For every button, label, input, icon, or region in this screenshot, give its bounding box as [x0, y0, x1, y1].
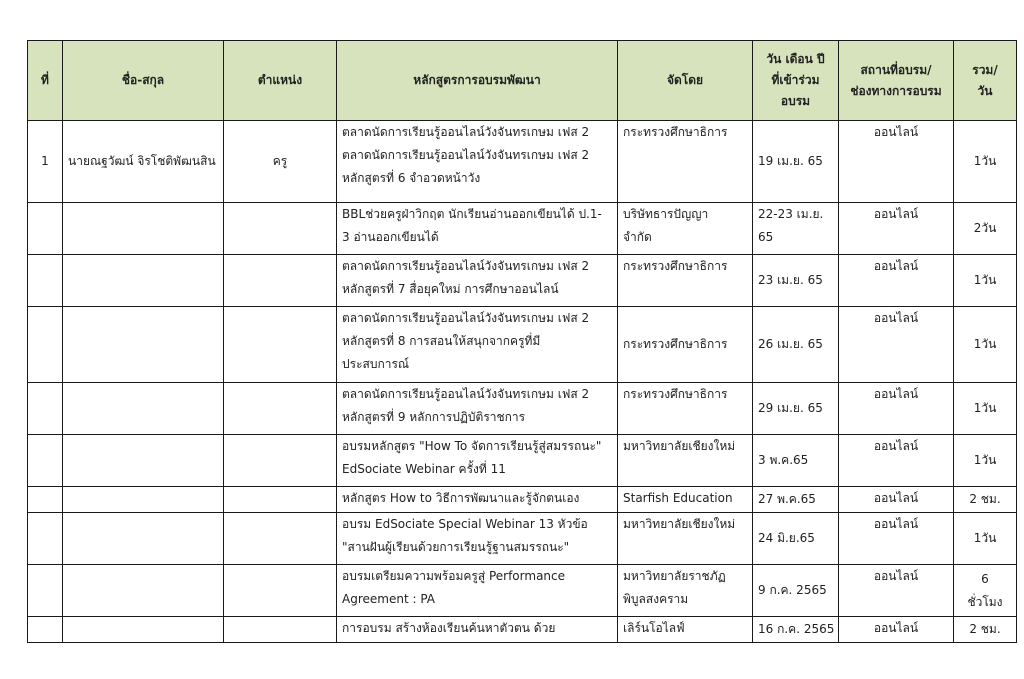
cell-total-line: 2 ชม.: [969, 622, 1001, 636]
header-no: ที่: [28, 41, 63, 121]
cell-total: [954, 513, 1017, 565]
cell-organizer-line: กระทรวงศึกษาธิการ: [623, 125, 728, 139]
cell-course: [337, 121, 618, 203]
table-row: [28, 513, 1017, 565]
cell-position: [224, 203, 337, 255]
cell-course: [337, 255, 618, 307]
cell-name: [63, 203, 224, 255]
cell-organizer-line: กระทรวงศึกษาธิการ: [623, 337, 728, 351]
table-row: [28, 617, 1017, 643]
cell-venue: ออนไลน์: [839, 121, 954, 203]
cell-position: [224, 435, 337, 487]
header-position: ตำแหน่ง: [224, 41, 337, 121]
cell-venue: ออนไลน์: [839, 565, 954, 617]
cell-total-line: 6: [981, 571, 989, 586]
cell-no: [28, 203, 63, 255]
cell-date: [753, 617, 839, 643]
cell-total: [954, 203, 1017, 255]
table-row: [28, 435, 1017, 487]
header-course: หลักสูตรการอบรมพัฒนา: [337, 41, 618, 121]
cell-course-line: อบรมหลักสูตร "How To จัดการเรียนรู้สู่สมรรถนะ": [342, 439, 602, 453]
cell-venue: ออนไลน์: [839, 203, 954, 255]
cell-organizer-line: มหาวิทยาลัยราชภัฏ: [623, 569, 726, 583]
cell-position: [224, 307, 337, 383]
cell-total-line: 2 ชม.: [969, 492, 1001, 506]
cell-date-line: 23 เม.ย. 65: [758, 273, 823, 287]
cell-total-line: 1วัน: [973, 273, 997, 287]
cell-total: [954, 383, 1017, 435]
cell-course-line: หลักสูตร How to วิธีการพัฒนาและรู้จักตนเอง: [342, 491, 580, 505]
cell-no: [28, 565, 63, 617]
cell-course-line: อบรม EdSociate Special Webinar 13 หัวข้อ: [342, 517, 588, 531]
cell-organizer-line: มหาวิทยาลัยเชียงใหม่: [623, 439, 736, 453]
cell-name: [63, 513, 224, 565]
cell-date-line: 16 ก.ค. 2565: [758, 622, 835, 636]
cell-total-line: 1วัน: [973, 154, 997, 168]
cell-course-line: ตลาดนัดการเรียนรู้ออนไลน์วังจันทรเกษม เฟส 2: [342, 311, 590, 325]
cell-date: [753, 255, 839, 307]
header-total-line: รวม/: [972, 62, 998, 77]
cell-date: [753, 513, 839, 565]
cell-no: [28, 255, 63, 307]
cell-name: [63, 383, 224, 435]
cell-course-line: อบรมเตรียมความพร้อมครูสู่ Performance: [342, 569, 566, 583]
cell-organizer: [618, 513, 753, 565]
cell-date-line: 3 พ.ค.65: [758, 453, 809, 467]
cell-name: นายณฐวัฒน์ จิรโชติพัฒนสิน: [63, 121, 224, 203]
cell-total: [954, 121, 1017, 203]
cell-course-line: หลักสูตรที่ 8 การสอนให้สนุกจากครูที่มี: [342, 334, 541, 348]
cell-course-line: EdSociate Webinar ครั้งที่ 11: [342, 462, 506, 476]
cell-course-line: BBLช่วยครูฝ่าวิกฤต นักเรียนอ่านออกเขียนได้ ป.1-: [342, 207, 602, 221]
header-date-line: วัน เดือน ปี: [766, 52, 825, 66]
cell-date: [753, 565, 839, 617]
cell-organizer: [618, 617, 753, 643]
table-row: [28, 255, 1017, 307]
cell-date: [753, 383, 839, 435]
cell-date-line: 22-23 เม.ย.: [758, 207, 824, 221]
training-record-table: [27, 40, 1017, 643]
cell-course-line: หลักสูตรที่ 9 หลักการปฏิบัติราชการ: [342, 410, 526, 424]
cell-date-line: 24 มิ.ย.65: [758, 531, 815, 545]
cell-total-line: 1วัน: [973, 531, 997, 545]
table-row: [28, 383, 1017, 435]
cell-course-line: "สานฝันผู้เรียนด้วยการเรียนรู้ฐานสมรรถนะ": [342, 540, 570, 554]
cell-date-line: 19 เม.ย. 65: [758, 154, 823, 168]
cell-total: [954, 487, 1017, 513]
cell-name: [63, 487, 224, 513]
cell-total-line: 1วัน: [973, 401, 997, 415]
cell-date: [753, 307, 839, 383]
cell-date-line: 26 เม.ย. 65: [758, 337, 823, 351]
cell-total-line: 2วัน: [973, 221, 997, 235]
cell-course: [337, 487, 618, 513]
cell-no: [28, 513, 63, 565]
cell-date: [753, 121, 839, 203]
table-row: [28, 565, 1017, 617]
table-row: [28, 487, 1017, 513]
cell-organizer-line: บริษัทธารปัญญา: [623, 207, 709, 221]
cell-course-line: ตลาดนัดการเรียนรู้ออนไลน์วังจันทรเกษม เฟส 2: [342, 148, 590, 162]
table-body: [28, 121, 1017, 643]
cell-name: [63, 617, 224, 643]
cell-venue: ออนไลน์: [839, 255, 954, 307]
cell-organizer: [618, 435, 753, 487]
cell-total: [954, 435, 1017, 487]
cell-organizer: [618, 307, 753, 383]
cell-course-line: Agreement : PA: [342, 592, 435, 606]
table-row: [28, 203, 1017, 255]
cell-name: [63, 255, 224, 307]
cell-position: [224, 617, 337, 643]
cell-course-line: ตลาดนัดการเรียนรู้ออนไลน์วังจันทรเกษม เฟส 2: [342, 125, 590, 139]
header-date: [753, 41, 839, 121]
cell-position: [224, 255, 337, 307]
cell-course-line: หลักสูตรที่ 7 สื่อยุคใหม่ การศึกษาออนไลน์: [342, 282, 559, 296]
cell-total-line: 1วัน: [973, 337, 997, 351]
cell-name: [63, 565, 224, 617]
cell-venue: ออนไลน์: [839, 307, 954, 383]
header-venue-line: สถานที่อบรม/: [860, 62, 932, 77]
cell-position: [224, 487, 337, 513]
cell-venue: ออนไลน์: [839, 383, 954, 435]
cell-total: [954, 617, 1017, 643]
cell-name: [63, 307, 224, 383]
cell-date-line: 65: [758, 230, 774, 244]
cell-position: [224, 513, 337, 565]
cell-course: [337, 513, 618, 565]
cell-date: [753, 487, 839, 513]
cell-organizer: [618, 383, 753, 435]
cell-course-line: 3 อ่านออกเขียนได้: [342, 230, 439, 244]
cell-organizer-line: Starfish Education: [623, 491, 733, 505]
cell-total-line: 1วัน: [973, 453, 997, 467]
cell-no: 1: [28, 121, 63, 203]
cell-organizer-line: เลิร์นโอไลฟ์: [623, 621, 685, 635]
cell-date-line: 9 ก.ค. 2565: [758, 583, 827, 597]
header-total: [954, 41, 1017, 121]
cell-total: [954, 255, 1017, 307]
header-name: ชื่อ-สกุล: [63, 41, 224, 121]
cell-course-line: ตลาดนัดการเรียนรู้ออนไลน์วังจันทรเกษม เฟส 2: [342, 387, 590, 401]
cell-no: [28, 487, 63, 513]
table-row: [28, 307, 1017, 383]
cell-name: [63, 435, 224, 487]
cell-position: ครู: [224, 121, 337, 203]
cell-date: [753, 435, 839, 487]
header-date-line: ที่เข้าร่วม: [771, 73, 820, 87]
cell-venue: ออนไลน์: [839, 513, 954, 565]
header-organizer: จัดโดย: [618, 41, 753, 121]
cell-position: [224, 383, 337, 435]
cell-organizer: [618, 255, 753, 307]
cell-course: [337, 383, 618, 435]
cell-date-line: 27 พ.ค.65: [758, 492, 816, 506]
cell-course: [337, 435, 618, 487]
table-row: [28, 121, 1017, 203]
header-venue: [839, 41, 954, 121]
table-header: [28, 41, 1017, 121]
cell-organizer: [618, 121, 753, 203]
cell-total: [954, 565, 1017, 617]
cell-organizer-line: มหาวิทยาลัยเชียงใหม่: [623, 517, 736, 531]
cell-no: [28, 383, 63, 435]
cell-course: [337, 565, 618, 617]
cell-course-line: ตลาดนัดการเรียนรู้ออนไลน์วังจันทรเกษม เฟส 2: [342, 259, 590, 273]
cell-organizer-line: จำกัด: [623, 230, 652, 244]
cell-organizer-line: กระทรวงศึกษาธิการ: [623, 259, 728, 273]
header-venue-line: ช่องทางการอบรม: [850, 83, 942, 98]
cell-course-line: ประสบการณ์: [342, 357, 410, 371]
header-date-line: อบรม: [780, 94, 811, 108]
cell-organizer: [618, 487, 753, 513]
cell-course-line: หลักสูตรที่ 6 จำอวดหน้าวัง: [342, 171, 481, 185]
header-total-line: วัน: [977, 83, 993, 98]
cell-course-line: การอบรม สร้างห้องเรียนค้นหาตัวตน ด้วย: [342, 621, 556, 635]
cell-venue: ออนไลน์: [839, 435, 954, 487]
cell-venue: ออนไลน์: [839, 617, 954, 643]
cell-total: [954, 307, 1017, 383]
cell-organizer-line: พิบูลสงคราม: [623, 592, 689, 606]
cell-course: [337, 307, 618, 383]
cell-no: [28, 307, 63, 383]
cell-organizer: [618, 203, 753, 255]
cell-date-line: 29 เม.ย. 65: [758, 401, 823, 415]
cell-no: [28, 435, 63, 487]
cell-date: [753, 203, 839, 255]
cell-position: [224, 565, 337, 617]
cell-venue: ออนไลน์: [839, 487, 954, 513]
cell-organizer: [618, 565, 753, 617]
cell-course: [337, 617, 618, 643]
cell-organizer-line: กระทรวงศึกษาธิการ: [623, 387, 728, 401]
cell-course: [337, 203, 618, 255]
cell-no: [28, 617, 63, 643]
cell-total-line: ชั่วโมง: [967, 594, 1003, 609]
